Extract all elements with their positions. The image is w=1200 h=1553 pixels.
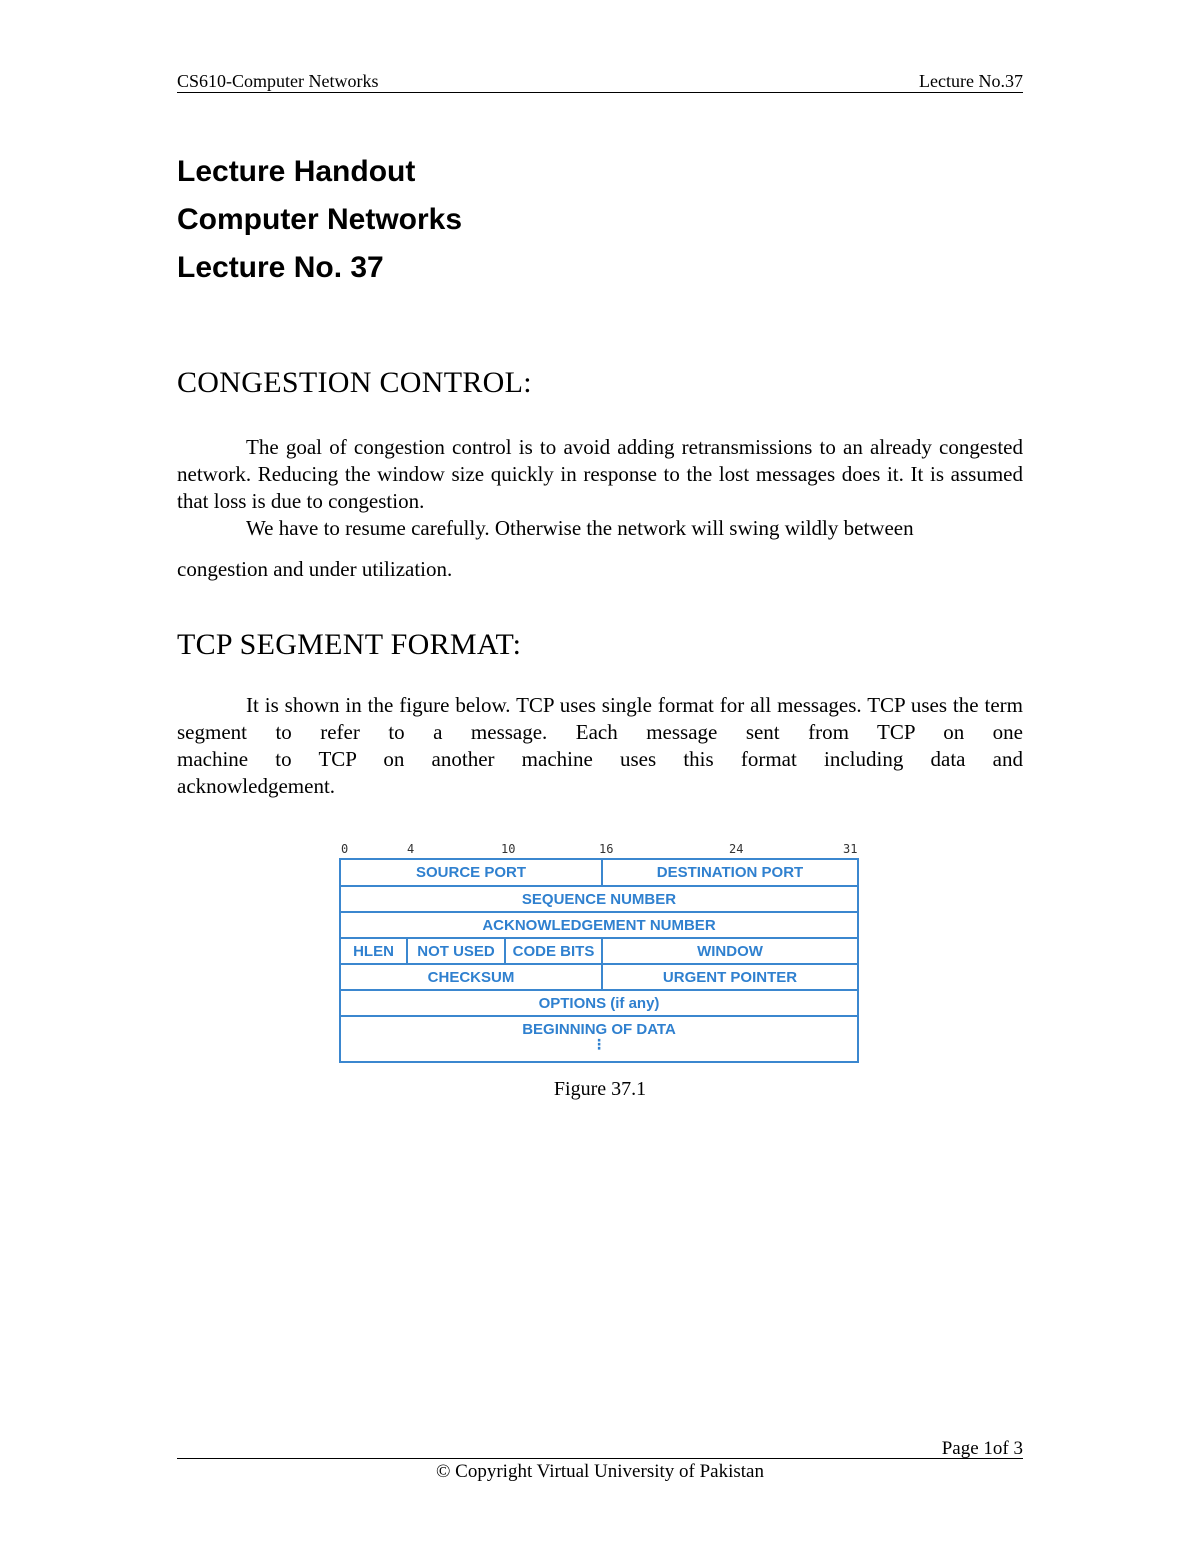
- row-ports: [341, 860, 857, 885]
- title-subject: Computer Networks: [177, 203, 463, 236]
- congestion-text-2a: We have to resume carefully. Otherwise the network will swing wildly between: [246, 516, 914, 540]
- tcp-text-main: It is shown in the figure below. TCP uses single format for all messages. TCP uses the term segment to refer to a message. Each message sent from TCP on one: [177, 693, 1023, 744]
- tcp-header-table: [339, 858, 859, 1063]
- field-urgent-pointer: URGENT POINTER: [601, 965, 857, 989]
- row-ack: [341, 911, 857, 937]
- tcp-segment-heading: TCP SEGMENT FORMAT:: [177, 628, 522, 661]
- row-checksum: [341, 963, 857, 989]
- row-sequence: [341, 885, 857, 911]
- field-source-port: SOURCE PORT: [415, 864, 526, 881]
- field-checksum: CHECKSUM: [427, 968, 515, 986]
- page-number: Page 1of 3: [941, 1438, 1023, 1459]
- title-handout: Lecture Handout: [177, 155, 416, 188]
- field-hlen: HLEN: [353, 942, 394, 960]
- congestion-text-2b: congestion and under utilization.: [177, 557, 453, 581]
- tcp-segment-diagram: [339, 840, 861, 1062]
- lecture-number: Lecture No.37: [919, 71, 1023, 91]
- tcp-text-justified: machine to TCP on another machine uses this format including data and: [177, 747, 1023, 771]
- tcp-text-last: acknowledgement.: [177, 774, 336, 798]
- course-title: CS610-Computer Networks: [177, 71, 379, 91]
- row-control: [341, 937, 857, 963]
- tick-4: 4: [407, 842, 415, 856]
- field-options: OPTIONS (if any): [538, 994, 660, 1012]
- continuation-marker: ⋮: [592, 1036, 606, 1052]
- tcp-paragraph: [177, 692, 1023, 800]
- field-code-bits: CODE BITS: [504, 939, 601, 963]
- page-header: [177, 70, 1023, 93]
- figure-caption: Figure 37.1: [553, 1078, 647, 1100]
- tick-10: 10: [501, 842, 516, 856]
- row-options: [341, 989, 857, 1015]
- field-ack-number: ACKNOWLEDGEMENT NUMBER: [482, 916, 716, 934]
- title-lecture: Lecture No. 37: [177, 251, 384, 284]
- field-sequence-number: SEQUENCE NUMBER: [521, 890, 677, 908]
- field-data: [341, 1017, 857, 1052]
- field-window: WINDOW: [601, 939, 857, 963]
- field-data-label: BEGINNING OF DATA: [522, 1021, 676, 1038]
- row-data: [341, 1015, 857, 1061]
- handout-titles: [177, 148, 462, 292]
- tick-16: 16: [599, 842, 614, 856]
- tick-0: 0: [341, 842, 349, 856]
- tick-24: 24: [729, 842, 744, 856]
- congestion-control-heading: CONGESTION CONTROL:: [177, 366, 532, 399]
- tick-31: 31: [843, 842, 858, 856]
- bit-ticks: [339, 840, 861, 858]
- congestion-text-1: The goal of congestion control is to avoid adding retransmissions to an already congested network. Reducing the window size quickly in response to the lost messages does it. It is assumed that loss is due to congestion.: [177, 435, 1023, 513]
- congestion-paragraph: [177, 434, 1023, 583]
- field-not-used: NOT USED: [406, 939, 504, 963]
- copyright-notice: © Copyright Virtual University of Pakistan: [435, 1461, 764, 1482]
- field-destination-port: DESTINATION PORT: [601, 860, 857, 885]
- footer-divider: [177, 1458, 1023, 1459]
